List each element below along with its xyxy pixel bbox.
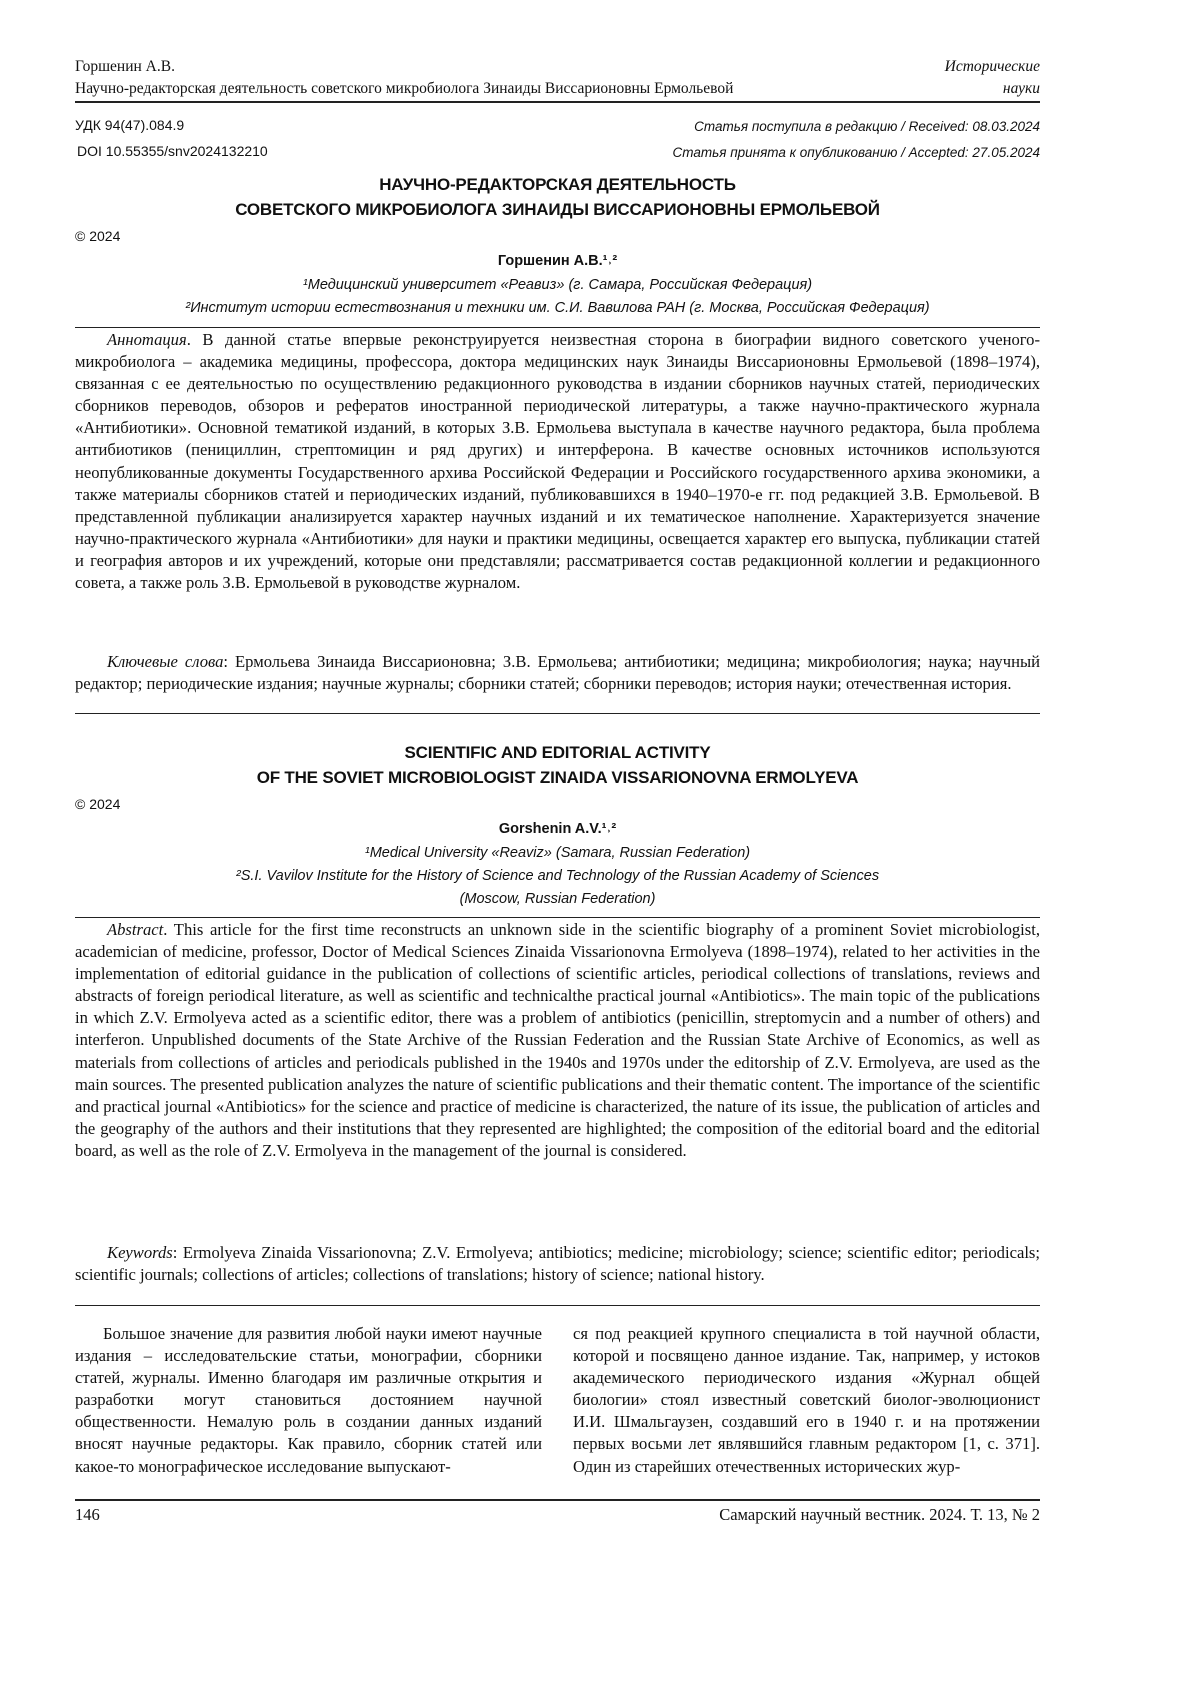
ru-copyright: © 2024	[75, 228, 121, 244]
body-column-1: Большое значение для развития любой науки имеют научные издания – исследовательские статьи, монографии, сборники статей, журналы. Именно благодаря им различные открытия и разработки могут становиться достоянием научной общественности. Немалую роль в создании данных изданий вносят научные редакторы. Как правило, сборник статей или какое-то монографическое исследование выпускают-	[75, 1324, 542, 1476]
en-abstract	[75, 919, 1040, 1162]
ru-keywords	[75, 651, 1040, 695]
ru-abstract-label: Аннотация	[107, 330, 187, 349]
footer	[75, 1505, 1040, 1525]
en-title	[75, 740, 1040, 790]
en-abstract-text: . This article for the first time reconstructs an unknown side in the scientific biography of a prominent Soviet microbiologist, academician of medicine, professor, Doctor of Medical Sciences Zinaida Vissarionovna Ermolyeva (1898–1974), related to her activities in the implementation of editorial guidance in the publication of collections of scientific articles, periodical collections of translations, reviews and abstracts of foreign periodical literature, as well as scientific and technicalthe practical journal «Antibiotics». The main topic of the publications in which Z.V. Ermolyeva acted as a scientific editor, there was a problem of antibiotics (penicillin, streptomycin and a number of others) and interferon. Unpublished documents of the State Archive of the Russian Federation and the Russian State Archive of Economics, as well as materials from collections of articles and periodicals published in the 1940s and 1970s under the editorship of Z.V. Ermolyeva, are used as the main sources. The presented publication analyzes the nature of scientific publications and their thematic content. The importance of the scientific and practical journal «Antibiotics» for the science and practice of medicine is characterized, the nature of its issue, the publication of articles and the geography of the authors and their institutions that they represented are highlighted; the composition of the editorial board and the editorial board, as well as the role of Z.V. Ermolyeva in the management of the journal is considered.	[75, 920, 1040, 1160]
ru-abstract-text: . В данной статье впервые реконструируется неизвестная сторона в биографии видного советского ученого-микробиолога – академика медицины, профессора, доктора медицинских наук Зинаиды Виссарионовны Ермольевой (1898–1974), связанная с ее деятельностью по осуществлению редакционного руководства в издании сборников научных статей, периодических сборников переводов, обзоров и рефератов иностранной периодической литературы, а также научно-практического журнала «Антибиотики». Основной тематикой изданий, в которых З.В. Ермольева выступала в качестве научного редактора, была проблема антибиотиков (пенициллин, стрептомицин и ряд других) и интерферона. В качестве основных источников используются неопубликованные документы Государственного архива Российской Федерации и Российского государственного архива экономики, а также материалы сборников статей и периодических изданий, публиковавшихся в 1940–1970-е гг. под редакцией З.В. Ермольевой. В представленной публикации анализируется характер научных изданий и их тематическое наполнение. Характеризуется значение научно-практического журнала «Антибиотики» для науки и практики медицины, освещается характер его выпуска, публикации статей и география авторов и их учреждений, которые они представляли; рассматривается состав редакционной коллегии и редакционного совета, а также роль З.В. Ермольевой в руководстве журналом.	[75, 330, 1040, 593]
ru-title	[75, 172, 1040, 222]
header-section-line1: Исторические	[944, 58, 1040, 75]
ru-keywords-label: Ключевые слова	[107, 652, 224, 671]
ru-title-line1: НАУЧНО-РЕДАКТОРСКАЯ ДЕЯТЕЛЬНОСТЬ	[379, 175, 736, 194]
received-date: Статья поступила в редакцию / Received: 08.03.2024	[694, 119, 1040, 134]
rule	[75, 327, 1040, 328]
accepted-date: Статья принята к опубликованию / Accepted: 27.05.2024	[672, 145, 1040, 160]
en-affiliation-1: ¹Medical University «Reaviz» (Samara, Russian Federation)	[364, 845, 751, 861]
ru-keywords-text: : Ермольева Зинаида Виссарионовна; З.В. Ермольева; антибиотики; медицина; микробиология; наука; научный редактор; периодические издания; научные журналы; сборники статей; сборники переводов; история науки; отечественная история.	[75, 652, 1040, 694]
header-article-title: Научно-редакторская деятельность советского микробиолога Зинаиды Виссарионовны Ермольевой	[75, 80, 734, 97]
rule	[75, 1305, 1040, 1306]
ru-affiliations	[75, 274, 1040, 320]
rule	[75, 917, 1040, 918]
rule	[75, 713, 1040, 714]
en-title-line2: OF THE SOVIET MICROBIOLOGIST ZINAIDA VISSARIONOVNA ERMOLYEVA	[256, 768, 859, 787]
en-affiliations	[75, 842, 1040, 911]
footer-rule	[75, 1499, 1040, 1501]
en-keywords-text: : Ermolyeva Zinaida Vissarionovna; Z.V. Ermolyeva; antibiotics; medicine; microbiology; science; scientific editor; periodicals; scientific journals; collections of articles; collections of translations; history of science; national history.	[75, 1243, 1040, 1285]
header-rule	[75, 101, 1040, 103]
ru-abstract	[75, 329, 1040, 594]
en-keywords-label: Keywords	[107, 1243, 173, 1262]
en-affiliation-2: ²S.I. Vavilov Institute for the History of Science and Technology of the Russian Academy of Sciences	[235, 868, 880, 884]
en-author: Gorshenin A.V.¹˒²	[498, 821, 617, 837]
ru-title-line2: СОВЕТСКОГО МИКРОБИОЛОГА ЗИНАИДЫ ВИССАРИОНОВНЫ ЕРМОЛЬЕВОЙ	[235, 200, 880, 219]
page-number: 146	[75, 1505, 100, 1524]
running-header	[75, 56, 1040, 100]
doi: DOI 10.55355/snv2024132210	[77, 143, 268, 159]
en-title-line1: SCIENTIFIC AND EDITORIAL ACTIVITY	[404, 743, 711, 762]
header-section-line2: науки	[1002, 80, 1040, 97]
ru-affiliation-1: ¹Медицинский университет «Реавиз» (г. Самара, Российская Федерация)	[302, 277, 813, 293]
en-abstract-label: Abstract	[107, 920, 164, 939]
ru-author: Горшенин А.В.¹˒²	[497, 253, 618, 269]
body-column-2: ся под реакцией крупного специалиста в той научной области, которой и посвящено данное издание. Так, например, у истоков академического периодического издания «Журнал общей биологии» стоял известный советский биолог-эволюционист И.И. Шмальгаузен, создавший его в 1940 г. и на протяжении первых восьми лет являвшийся главным редактором [1, с. 371]. Один из старейших отечественных исторических жур-	[573, 1324, 1040, 1476]
en-keywords	[75, 1242, 1040, 1286]
ru-affiliation-2: ²Институт истории естествознания и техники им. С.И. Вавилова РАН (г. Москва, Российская Федерация)	[185, 300, 930, 316]
en-affiliation-3: (Moscow, Russian Federation)	[459, 891, 656, 907]
journal-citation: Самарский научный вестник. 2024. Т. 13, № 2	[719, 1505, 1040, 1524]
en-copyright: © 2024	[75, 796, 121, 812]
header-author: Горшенин А.В.	[75, 58, 175, 75]
udk: УДК 94(47).084.9	[75, 117, 185, 133]
